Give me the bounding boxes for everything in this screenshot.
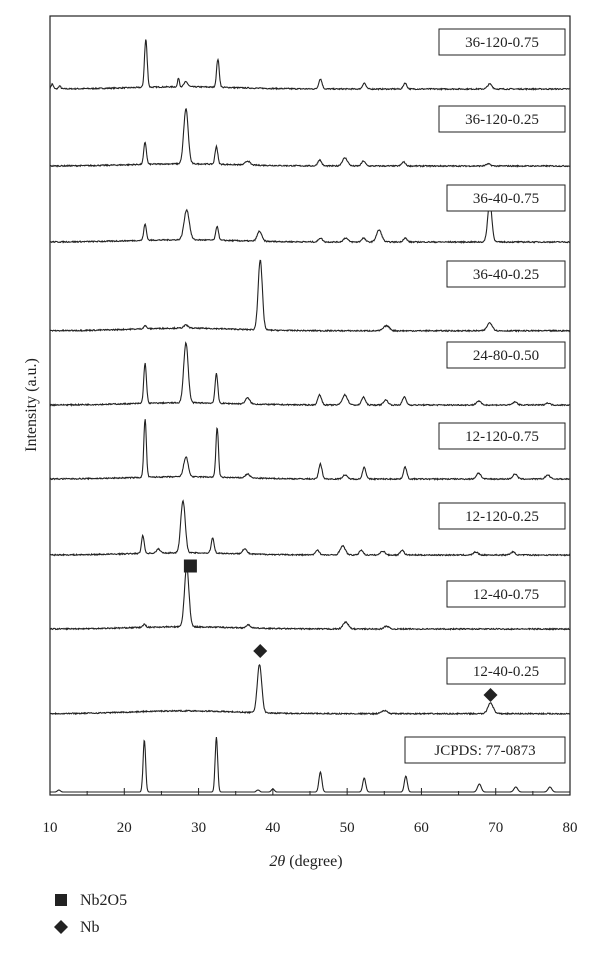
x-axis-title-symbol: 2θ: [269, 853, 286, 870]
x-tick-label-70: 70: [488, 820, 504, 836]
sample-label-36-120-0-25: 36-120-0.25: [465, 112, 539, 128]
y-axis-title: Intensity (a.u.): [23, 358, 40, 452]
sample-label-jcpds-77-0873: JCPDS: 77-0873: [434, 743, 536, 759]
nb-marker: [484, 688, 498, 702]
legend-label-nb2o5: Nb2O5: [80, 892, 128, 909]
x-tick-label-20: 20: [116, 820, 132, 836]
x-tick-label-80: 80: [562, 820, 578, 836]
sample-label-36-40-0-25: 36-40-0.25: [472, 267, 540, 283]
nb2o5-marker: [184, 560, 197, 573]
sample-label-36-120-0-75: 36-120-0.75: [465, 35, 539, 51]
x-tick-label-50: 50: [339, 820, 355, 836]
x-tick-label-10: 10: [42, 820, 58, 836]
sample-label-12-120-0-75: 12-120-0.75: [465, 429, 539, 445]
sample-label-12-120-0-25: 12-120-0.25: [465, 509, 539, 525]
sample-labels: [405, 29, 565, 763]
sample-label-36-40-0-75: 36-40-0.75: [472, 191, 540, 207]
nb-marker: [253, 644, 267, 658]
sample-label-12-40-0-25: 12-40-0.25: [472, 664, 540, 680]
x-tick-label-30: 30: [191, 820, 207, 836]
legend-symbol-nb: [54, 920, 68, 934]
legend: [54, 892, 127, 936]
legend-label-nb: Nb: [80, 919, 100, 936]
x-tick-label-60: 60: [413, 820, 429, 836]
sample-label-24-80-0-50: 24-80-0.50: [472, 348, 540, 364]
x-axis-title: [269, 853, 342, 870]
sample-label-12-40-0-75: 12-40-0.75: [472, 587, 540, 603]
x-axis-title-unit: (degree): [285, 853, 343, 870]
legend-symbol-nb2o5: [55, 894, 67, 906]
x-tick-label-40: 40: [265, 820, 281, 836]
